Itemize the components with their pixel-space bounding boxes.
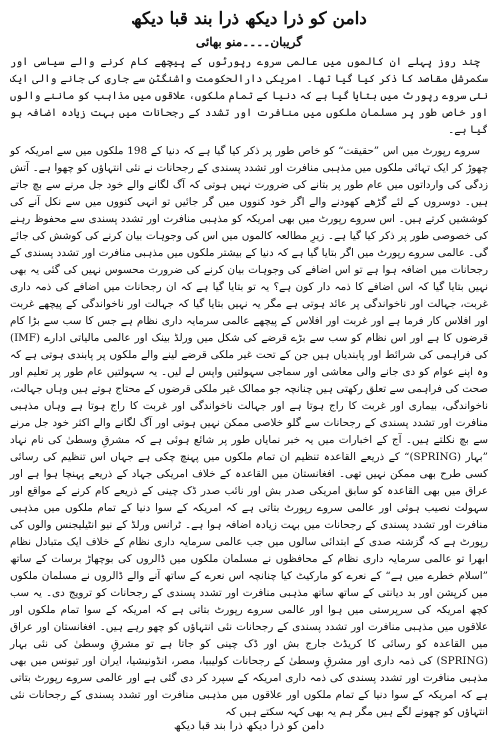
column-byline: گریبان۔۔۔۔منو بھائی xyxy=(195,35,303,49)
column-footer-verse: دامن کو ذرا دیکھ ذرا بند قبا دیکھ xyxy=(173,719,325,732)
body-paragraph-1: چند روز پہلے ان کالموں میں عالمی سروے رپورٹوں کے پیچھے کام کرنے والے سیاسی اور سکمرشل مقاصد کا ذکر کیا گیا تھا۔ امریکی دارالحکومت واشنگٹن سے جاری کی جانے والی ایک نئی سروے رپورٹ میں بتایا گیا ہے کہ دنیا کے تمام ملکوں، علاقوں میں مذاہب کو ماننے والوں اور خاص طور پر مسلمان ملکوں میں منافرت اور تشدد کے رجحانات میں بہت زیادہ اضافہ ہو گیا ہے۔ xyxy=(10,56,488,136)
column-title: دامن کو ذرا دیکھ ذرا بند قبا دیکھ xyxy=(131,9,367,29)
column-body xyxy=(10,54,488,718)
body-paragraph-2: سروے رپورٹ میں اس ”حقیقت“ کو خاص طور پر ذکر کیا گیا ہے کہ دنیا کے 198 ملکوں میں سے امریکہ کو چھوڑ کر ایک تہائی ملکوں میں مذہبی منافرت اور تشدد پسندی کے رجحانات نے نئی انتہاؤں کو چھوا ہے۔ آتش زدگی کی وارداتوں میں عام طور پر بتانے کی ضرورت نہیں ہوتی کہ آگ لگانے والے خود جل مرنے سے بچ جاتے ہیں۔ دوسروں کے لئے گڑھے کھودنے والے اگر خود کنووں میں گر جائیں تو انہی کنووں میں سے نکل آنے کی کوششیں کرتے ہیں۔ اس سروے رپورٹ میں بھی امریکہ کو مذہبی منافرت اور تشدد پسندی سے محفوظ رہنے کی خصوصی طور پر ذکر کیا گیا ہے۔ زیرِ مطالعہ کالموں میں اس کی وجوہات بیان کرنے کی کوشش کی جائے گی۔ عالمی سروے رپورٹ میں اگر بتایا گیا ہے کہ دنیا کے بیشتر ملکوں میں مذہبی منافرت اور تشدد پسندی کے رجحانات میں اضافہ ہوا ہے تو اس اضافے کی وجوہات بیان کرنے کی ضرورت محسوس نہیں کی گئی یہ بھی نہیں بتایا گیا کہ اس اضافے کا ذمہ دار کون ہے؟ یہ تو بتایا گیا ہے کہ ان رجحانات میں اضافے کی ذمہ داری غربت، جہالت اور ناخواندگی پر عائد ہوتی ہے مگر یہ نہیں بتایا گیا کہ جہالت اور ناخواندگی کے پیچھے غربت اور افلاس کار فرما ہے اور غربت اور افلاس کے پیچھے عالمی سرمایہ داری نظام ہے جس کا سب سے بڑا کام قرضوں کا ہے اور اس نظام کو سب سے بڑے قرضے کی شکل میں ورلڈ بینک اور عالمی مالیاتی ادارے (IMF) کی فراہمی کی شرائط اور پابندیاں ہیں جن کے تحت غیر ملکی قرضے لینے والے ملکوں پر پابندی ہوتی ہے کہ وہ اپنے عوام کو دی جانے والی معاشی اور سماجی سہولتیں واپس لے لیں۔ یہ سہولتیں عام طور پر تعلیم اور صحت کی فراہمی سے تعلق رکھتی ہیں چنانچہ جو ممالک غیر ملکی قرضوں کے محتاج ہوتے ہیں وہاں جہالت، ناخواندگی، بیماری اور غربت کا راج ہوتا ہے اور جہالت ناخواندگی اور غربت کا راج ہوتا ہے وہاں مذہبی منافرت اور تشدد پسندی کے رجحانات سے گلو خلاصی ممکن نہیں ہوتی اور آگ لگانے والے اکثر خود جل مرنے سے بچ نکلتے ہیں۔ آج کے اخبارات میں یہ خبر نمایاں طور پر شائع ہوئی ہے کہ مشرقِ وسطیٰ کی نام نہاد ”بہار (SPRING)“ کے ذریعے القاعدہ تنظیم ان تمام ملکوں میں پہنچ چکی ہے جہاں اس تنظیم کی رسائی کسی طرح بھی ممکن نہیں تھی۔ افغانستان میں القاعدہ کے خلاف امریکی جہاد کے ذریعے پہنچا ہوا ہے اور عراق میں بھی القاعدہ کو سابق امریکی صدر بش اور نائب صدر ڈک چینی کے ذریعے کام کرنے کے مواقع اور سہولت نصیب ہوئی اور عالمی سروے رپورٹ بتاتی ہے کہ امریکہ کے سوا دنیا کے تمام ملکوں میں مذہبی منافرت اور تشدد پسندی کے رجحانات میں بہت زیادہ اضافہ ہوا ہے۔ ٹرانس ورلڈ کے نیو انٹیلیجنس والوں کی رپورٹ ہے کہ گزشتہ صدی کے ابتدائی سالوں میں جب عالمی سرمایہ داری نظام کے خلاف ایک متبادل نظام ابھرا تو عالمی سرمایہ داری نظام کے محافظوں نے مسلمان ملکوں میں ڈالروں کی بوچھاڑ برسات کے ساتھ ”اسلام خطرے میں ہے“ کے نعرے کو مارکیٹ کیا چنانچہ اس نعرے کے ساتھ آنے والے ڈالروں نے مسلمان ملکوں میں کرپشن اور بد دیانتی کے ساتھ ساتھ مذہبی منافرت اور تشدد پسندی کے رجحانات کو ترویج دی۔ یہ سب کچھ امریکہ کی سرپرستی میں ہوا اور عالمی سروے رپورٹ بتاتی ہے کہ امریکہ کے سوا تمام ملکوں اور علاقوں میں مذہبی منافرت اور تشدد پسندی کے رجحانات نئی انتہاؤں کو چھو رہے ہیں۔ افغانستان اور عراق میں القاعدہ کو رسائی کا کریڈٹ جارج بش اور ڈک چینی کو جاتا ہے تو مشرقِ وسطیٰ کی نئی بہار (SPRING) کی ذمہ داری اور مشرقِ وسطیٰ کے رجحانات کولیبیا، مصر، انڈونیشیا، ایران اور تیونس میں بھی مذہبی منافرت اور تشدد پسندی کی ذمہ داری امریکہ کے سپرد کر دی گئی ہے اور عالمی سروے رپورٹ بتاتی ہے کہ امریکہ کے سوا دنیا کے تمام ملکوں اور علاقوں میں مذہبی منافرت اور تشدد پسندی کے رجحانات نئی انتہاؤں کو چھونے لگے ہیں مگر ہم یہ بھی کہہ سکتے ہیں کہ xyxy=(10,145,488,718)
